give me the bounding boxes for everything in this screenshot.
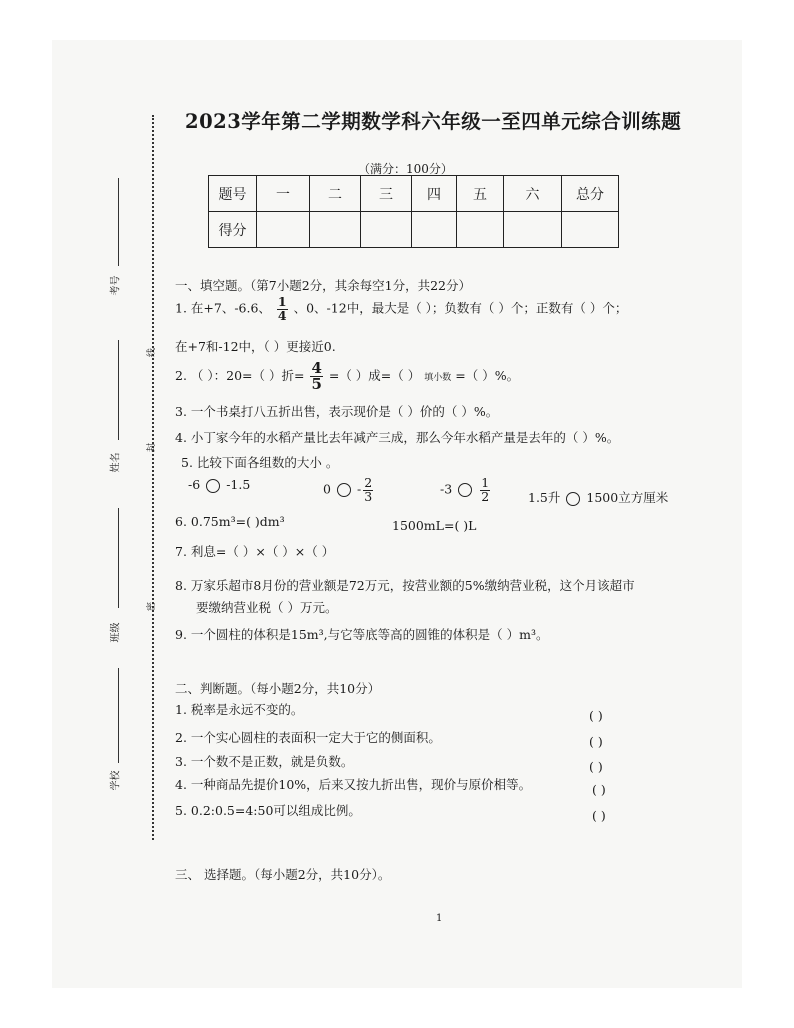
fraction-denominator: 4 <box>277 307 287 323</box>
side-label-name: 姓名 <box>110 452 122 473</box>
score-cell[interactable] <box>310 212 361 248</box>
header-cell: 二 <box>310 176 361 212</box>
school-input-line[interactable] <box>118 668 119 763</box>
score-cell[interactable] <box>504 212 562 248</box>
row-label: 得分 <box>209 212 257 248</box>
score-table-score-row <box>209 212 619 248</box>
page-title: 2023学年第二学期数学科六年级一至四单元综合训练题 <box>185 110 682 133</box>
header-cell: 六 <box>504 176 562 212</box>
question-8-line-1: 8. 万家乐超市8月份的营业额是72万元，按营业额的5%缴纳营业税，这个月该超市 <box>175 578 635 593</box>
compare-fraction <box>363 477 373 503</box>
header-cell: 总分 <box>562 176 619 212</box>
header-cell: 五 <box>457 176 504 212</box>
name-input-line[interactable] <box>118 340 119 440</box>
q2-small-note: 填小数 <box>424 373 452 383</box>
full-score: （满分：100分） <box>358 162 453 176</box>
q2-text-b: =（ ）成=（ ） <box>328 368 421 383</box>
compare-c <box>440 477 492 503</box>
side-label-school: 学校 <box>110 770 122 791</box>
side-mark-secret: 密 <box>147 601 158 612</box>
question-1-line-2: 在+7和-12中，（ ）更接近0. <box>175 339 336 354</box>
section3-heading: 三、 选择题。（每小题2分，共10分）。 <box>175 867 391 882</box>
question-5: 5. 比较下面各组数的大小 。 <box>181 455 339 470</box>
compare-circle-icon[interactable] <box>206 479 220 493</box>
page-number: 1 <box>436 913 443 924</box>
q2-text-a: 2. （ ）：20=（ ）折= <box>175 368 305 383</box>
compare-d <box>528 488 668 506</box>
fraction-denominator: 5 <box>311 375 322 393</box>
fraction-numerator: 4 <box>311 359 322 377</box>
question-4: 4. 小丁家今年的水稻产量比去年减产三成，那么今年水稻产量是去年的（ ）%。 <box>175 430 620 445</box>
fraction-numerator: 1 <box>481 475 490 490</box>
question-8-line-2: 要缴纳营业税（ ）万元。 <box>196 600 338 615</box>
compare-circle-icon[interactable] <box>337 483 351 497</box>
score-cell[interactable] <box>457 212 504 248</box>
q1-text-a: 1. 在+7、-6.6、 <box>175 300 271 316</box>
judge-item-2: 2. 一个实心圆柱的表面积一定大于它的侧面积。 <box>175 730 441 745</box>
answer-bracket-3[interactable]: ( ) <box>589 759 603 774</box>
fraction-denominator: 3 <box>364 488 373 504</box>
q2-text-c: =（ ）%。 <box>455 368 520 383</box>
compare-right: 1500立方厘米 <box>586 490 669 505</box>
score-cell[interactable] <box>562 212 619 248</box>
judge-item-1: 1. 税率是永远不变的。 <box>175 702 304 717</box>
compare-a <box>188 477 250 493</box>
exam-no-input-line[interactable] <box>118 178 119 266</box>
answer-bracket-2[interactable]: ( ) <box>589 734 603 749</box>
judge-item-5: 5. 0.2:0.5=4:50可以组成比例。 <box>175 803 361 818</box>
compare-left: 1.5升 <box>528 490 561 505</box>
score-cell[interactable] <box>412 212 457 248</box>
binding-dotted-line <box>152 115 154 840</box>
question-3: 3. 一个书桌打八五折出售，表示现价是（ ）价的（ ）%。 <box>175 404 499 419</box>
question-7: 7. 利息=（ ）×（ ）×（ ） <box>175 544 335 559</box>
score-table <box>208 175 619 248</box>
class-input-line[interactable] <box>118 508 119 608</box>
answer-bracket-1[interactable]: ( ) <box>589 708 603 723</box>
q1-text-b: 、0、-12中，最大是（ ）；负数有（ ）个；正数有（ ）个； <box>293 300 628 316</box>
header-cell: 题号 <box>209 176 257 212</box>
fraction-numerator: 1 <box>277 294 287 309</box>
question-1-line-1 <box>175 296 627 322</box>
section2-heading: 二、判断题。（每小题2分，共10分） <box>175 681 381 696</box>
fraction-sign: - <box>356 481 362 497</box>
question-6a: 6. 0.75m³=( )dm³ <box>175 514 285 529</box>
q1-fraction <box>277 296 288 322</box>
compare-circle-icon[interactable] <box>566 492 580 506</box>
q2-fraction <box>310 361 322 392</box>
compare-right: -1.5 <box>226 477 251 492</box>
score-cell[interactable] <box>257 212 310 248</box>
score-cell[interactable] <box>361 212 412 248</box>
fraction-numerator: 2 <box>364 475 373 490</box>
compare-circle-icon[interactable] <box>458 483 472 497</box>
header-cell: 一 <box>257 176 310 212</box>
question-9: 9. 一个圆柱的体积是15m³,与它等底等高的圆锥的体积是（ ）m³。 <box>175 627 549 642</box>
side-label-exam-no: 考号 <box>110 275 122 296</box>
compare-left: -3 <box>440 481 453 497</box>
compare-left: 0 <box>323 481 331 497</box>
question-6b: 1500mL=( )L <box>392 518 477 533</box>
fraction-denominator: 2 <box>481 488 490 504</box>
compare-fraction <box>480 477 490 503</box>
judge-item-3: 3. 一个数不是正数，就是负数。 <box>175 754 354 769</box>
judge-item-4: 4. 一种商品先提价10%，后来又按九折出售，现价与原价相等。 <box>175 777 532 792</box>
compare-left: -6 <box>188 477 201 492</box>
compare-b <box>323 477 375 503</box>
header-cell: 四 <box>412 176 457 212</box>
side-label-class: 班级 <box>110 622 122 643</box>
answer-bracket-5[interactable]: ( ) <box>592 808 606 823</box>
question-2 <box>175 361 519 392</box>
section1-heading: 一、填空题。（第7小题2分，其余每空1分，共22分） <box>175 278 472 293</box>
side-mark-seal: 封 <box>147 442 158 453</box>
header-cell: 三 <box>361 176 412 212</box>
score-table-header-row <box>209 176 619 212</box>
answer-bracket-4[interactable]: ( ) <box>592 782 606 797</box>
side-mark-line: 线 <box>147 347 158 358</box>
